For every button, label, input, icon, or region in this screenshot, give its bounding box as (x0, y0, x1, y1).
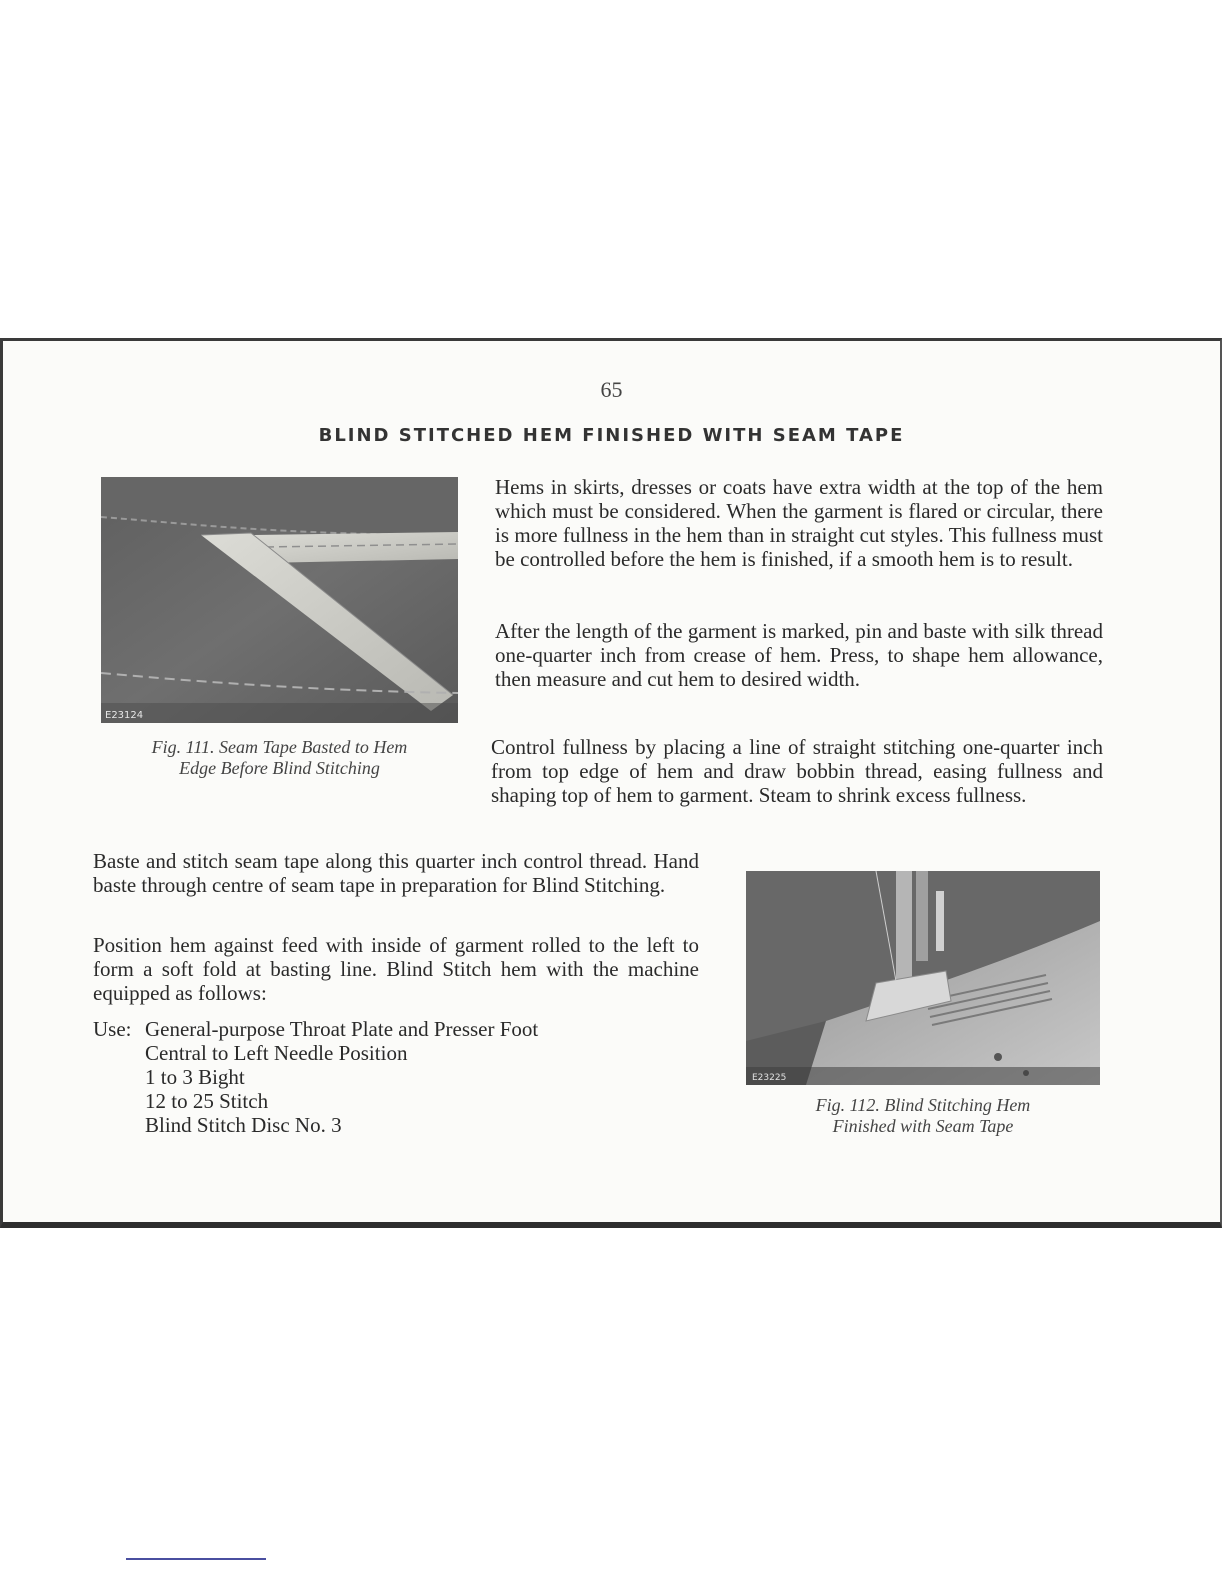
machine-settings (93, 1017, 713, 1137)
figure-111-caption-line1: Fig. 111. Seam Tape Basted to Hem (151, 737, 408, 757)
setting-item: Blind Stitch Disc No. 3 (145, 1113, 342, 1137)
paragraph-control-fullness: Control fullness by placing a line of straight stitching one-quarter inch from top edge of hem and draw bobbin thread, easing fullness and shaping top of hem to garment. Steam to shrink excess fullness. (491, 735, 1103, 807)
figure-112-caption (746, 1095, 1100, 1137)
setting-item: Central to Left Needle Position (145, 1041, 408, 1065)
figure-112-caption-line2: Finished with Seam Tape (832, 1116, 1014, 1136)
section-heading: BLIND STITCHED HEM FINISHED WITH SEAM TAPE (318, 425, 905, 446)
figure-111-code: E23124 (105, 710, 144, 721)
figure-112-caption-line1: Fig. 112. Blind Stitching Hem (815, 1095, 1031, 1115)
manual-page (0, 338, 1222, 1228)
figure-111-caption (101, 737, 458, 779)
figure-111-caption-line2: Edge Before Blind Stitching (179, 758, 380, 778)
setting-item: 12 to 25 Stitch (145, 1089, 269, 1113)
paragraph-seam-tape: Baste and stitch seam tape along this quarter inch control thread. Hand baste through centre of seam tape in preparation for Blind Stitching. (93, 849, 699, 897)
paragraph-position-hem: Position hem against feed with inside of garment rolled to the left to form a soft fold at basting line. Blind Stitch hem with the machine equipped as follows: (93, 933, 699, 1005)
figure-112-code: E23225 (752, 1073, 787, 1083)
figure-112-photo (746, 871, 1100, 1085)
paragraph-mark-and-baste: After the length of the garment is marked, pin and baste with silk thread one-quarter inch from crease of hem. Press, to shape hem allowance, then measure and cut hem to desired width. (495, 619, 1103, 691)
page-number: 65 (600, 377, 623, 402)
figure-111-photo (101, 477, 458, 723)
settings-list (145, 1017, 538, 1137)
paragraph-hem-fullness: Hems in skirts, dresses or coats have extra width at the top of the hem which must be considered. When the garment is flared or circular, there is more fullness in the hem than in straight cut styles. This fullness must be controlled before the hem is finished, if a smooth hem is to result. (495, 475, 1103, 571)
use-label: Use: (93, 1017, 132, 1041)
setting-item: 1 to 3 Bight (145, 1065, 245, 1089)
setting-item: General-purpose Throat Plate and Presser Foot (145, 1017, 539, 1041)
bottom-rule (126, 1558, 266, 1560)
